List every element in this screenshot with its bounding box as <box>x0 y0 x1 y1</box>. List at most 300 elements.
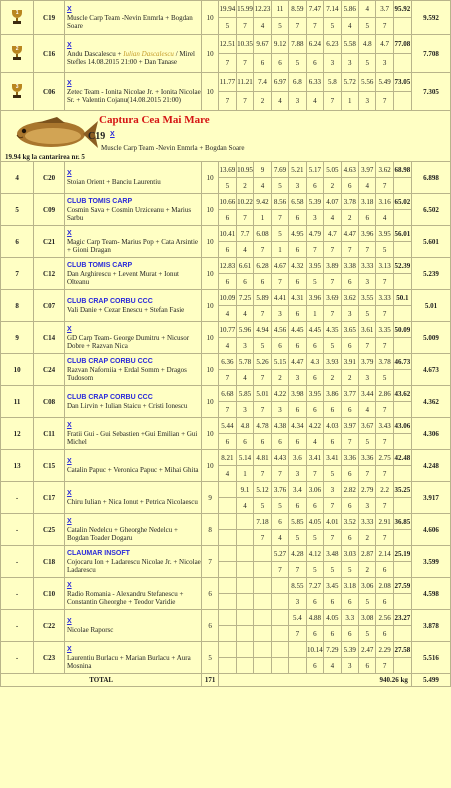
place-cell <box>1 35 34 73</box>
place-cell: - <box>1 514 34 546</box>
point-value: 4 <box>306 434 323 450</box>
team-row <box>1 546 451 578</box>
weight-value: 4.38 <box>271 418 288 434</box>
point-value: 4 <box>219 306 236 322</box>
rank-total: 5.239 <box>411 258 450 290</box>
rank-total: 9.592 <box>411 1 450 35</box>
point-value: 7 <box>324 242 341 258</box>
weight-value: 3.62 <box>376 162 393 178</box>
team-x-link[interactable]: X <box>66 41 72 49</box>
point-value: 4 <box>219 466 236 482</box>
places-count: 7 <box>202 546 219 578</box>
weight-value: 27.58 <box>394 645 411 654</box>
score-grid <box>219 162 411 193</box>
point-value: 6 <box>376 594 393 610</box>
podium-row <box>1 1 451 35</box>
rank-total: 5.601 <box>411 226 450 258</box>
weight-value: 3.06 <box>359 578 376 594</box>
club-link[interactable]: CLUB CRAP CORBU CCC <box>66 297 153 305</box>
weights-row <box>219 386 411 402</box>
point-value: 3 <box>341 54 358 73</box>
station-cell: C20 <box>34 162 65 194</box>
weight-value: 7.4 <box>254 73 271 92</box>
points-row <box>219 178 411 194</box>
rank-total: 3.917 <box>411 482 450 514</box>
team-name: Laurentiu Burlacu + Marian Burlacu + Aura Mosnina <box>66 653 191 670</box>
point-value: 7 <box>324 306 341 322</box>
station-cell: C11 <box>34 418 65 450</box>
point-value <box>236 562 253 578</box>
point-value: 4 <box>376 210 393 226</box>
club-link[interactable]: CLUB TOMIS CARP <box>66 261 133 269</box>
total-label: TOTAL <box>1 674 202 687</box>
weight-value: 3.45 <box>324 578 341 594</box>
weight-value: 4.03 <box>324 418 341 434</box>
weight-value: 4.47 <box>341 226 358 242</box>
trophy-icon <box>10 45 24 61</box>
team-cell <box>64 578 201 610</box>
big-fish-title: Captura Cea Mai Mare <box>99 114 210 126</box>
team-cell <box>64 386 201 418</box>
score-grid <box>219 482 411 513</box>
weight-value: 3.96 <box>306 290 323 306</box>
place-cell <box>1 1 34 35</box>
weight-value: 7.27 <box>306 578 323 594</box>
point-value: 6 <box>341 274 358 290</box>
point-value: 5 <box>306 562 323 578</box>
team-name: Dan Lirvin + Iulian Staicu + Cristi Ionescu <box>66 401 188 410</box>
point-value: 4 <box>254 178 271 194</box>
team-row <box>1 354 451 386</box>
weight-value: 11.21 <box>236 73 253 92</box>
weight-value: 9.1 <box>236 482 253 498</box>
trophy-place: 2 <box>15 45 19 52</box>
point-value: 3 <box>271 306 288 322</box>
point-value: 7 <box>376 466 393 482</box>
point-value <box>393 530 410 546</box>
weight-value: 3.08 <box>359 610 376 626</box>
point-value: 7 <box>271 210 288 226</box>
weight-value: 6.36 <box>219 354 236 370</box>
weight-value: 8.59 <box>289 1 306 18</box>
weight-value: 4.32 <box>289 258 306 274</box>
weight-value: 7.14 <box>324 1 341 18</box>
weight-value: 3.38 <box>341 258 358 274</box>
weight-value: 13.69 <box>219 162 236 178</box>
weight-value: 4.41 <box>271 290 288 306</box>
point-value <box>393 626 410 642</box>
point-value: 6 <box>254 434 271 450</box>
weights-row <box>219 514 411 530</box>
team-cell <box>64 418 201 450</box>
score-cell <box>218 418 411 450</box>
point-value: 5 <box>271 498 288 514</box>
team-row <box>1 418 451 450</box>
team-x-link[interactable]: X <box>66 457 72 465</box>
score-cell <box>218 610 411 642</box>
point-value: 7 <box>341 242 358 258</box>
big-fish-section <box>0 111 451 161</box>
weights-row <box>219 610 411 626</box>
point-value <box>219 498 236 514</box>
team-row <box>1 610 451 642</box>
total-row <box>1 674 451 687</box>
score-grid <box>219 514 411 545</box>
weights-row <box>219 194 411 210</box>
weight-value: 2.79 <box>359 482 376 498</box>
weight-value <box>219 610 236 626</box>
weight-value: 6.8 <box>289 73 306 92</box>
team-name: Muscle Carp Team -Nevin Enmrla + Bogdan Soare <box>66 13 193 30</box>
big-fish-x-link[interactable]: X <box>110 131 115 138</box>
points-row <box>219 274 411 290</box>
point-value: 6 <box>289 402 306 418</box>
weight-value <box>254 610 271 626</box>
point-value: 6 <box>306 370 323 386</box>
point-value <box>219 626 236 642</box>
rank-total: 6.502 <box>411 194 450 226</box>
point-value: 5 <box>289 54 306 73</box>
places-count: 10 <box>202 258 219 290</box>
score-cell <box>218 162 411 194</box>
weight-value: 3.97 <box>359 162 376 178</box>
weight-value: 2.91 <box>376 514 393 530</box>
rank-total: 5.516 <box>411 642 450 674</box>
weight-value: 2.56 <box>376 610 393 626</box>
weight-value: 3.43 <box>376 418 393 434</box>
places-count: 10 <box>202 418 219 450</box>
weight-value: 5.78 <box>236 354 253 370</box>
weight-value: 4.88 <box>306 610 323 626</box>
team-x-link[interactable]: X <box>66 617 72 625</box>
team-x-link[interactable]: X <box>66 421 72 429</box>
points-row <box>219 338 411 354</box>
point-value: 7 <box>376 92 393 111</box>
weight-value: 3.18 <box>341 578 358 594</box>
point-value: 7 <box>376 530 393 546</box>
weight-value: 9 <box>254 162 271 178</box>
team-cell <box>64 73 201 111</box>
point-value: 6 <box>219 274 236 290</box>
team-x-link[interactable]: X <box>66 517 72 525</box>
weight-value: 3.03 <box>341 546 358 562</box>
points-row <box>219 242 411 258</box>
point-value: 6 <box>324 594 341 610</box>
team-x-link[interactable]: X <box>66 581 72 589</box>
weight-value: 3.93 <box>324 354 341 370</box>
station-cell: C07 <box>34 290 65 322</box>
point-value: 5 <box>271 18 288 35</box>
places-count: 10 <box>202 194 219 226</box>
score-cell <box>218 194 411 226</box>
weight-value: 3.4 <box>289 482 306 498</box>
team-x-link[interactable]: X <box>66 169 72 177</box>
team-cell <box>64 1 201 35</box>
score-grid <box>219 546 411 577</box>
team-x-link[interactable]: X <box>66 229 72 237</box>
weights-row <box>219 578 411 594</box>
point-value: 7 <box>376 498 393 514</box>
point-value: 7 <box>341 434 358 450</box>
score-cell <box>218 514 411 546</box>
weight-value <box>236 546 253 562</box>
club-link[interactable]: CLUB CRAP CORBU CCC <box>66 393 153 401</box>
point-value: 2 <box>359 530 376 546</box>
place-cell: 4 <box>1 162 34 194</box>
place-cell: - <box>1 482 34 514</box>
weight-value: 3.97 <box>341 418 358 434</box>
weight-value: 19.94 <box>219 1 236 18</box>
point-value: 7 <box>289 18 306 35</box>
places-count: 10 <box>202 73 219 111</box>
score-cell <box>218 386 411 418</box>
points-row <box>219 658 411 674</box>
weight-value: 4.34 <box>289 418 306 434</box>
weight-value <box>271 610 288 626</box>
weight-value: 9.12 <box>271 35 288 54</box>
weight-value: 43.62 <box>394 389 411 398</box>
point-value: 6 <box>376 626 393 642</box>
place-cell: 5 <box>1 194 34 226</box>
point-value <box>271 658 288 674</box>
place-cell: - <box>1 546 34 578</box>
weight-value: 4.8 <box>359 35 376 54</box>
rank-total: 6.898 <box>411 162 450 194</box>
point-value: 4 <box>341 18 358 35</box>
point-value: 3 <box>341 658 358 674</box>
weight-value: 3.69 <box>324 290 341 306</box>
weight-value: 7.29 <box>324 642 341 658</box>
team-row <box>1 386 451 418</box>
weight-value: 2.82 <box>341 482 358 498</box>
point-value: 6 <box>289 498 306 514</box>
point-value: 7 <box>306 466 323 482</box>
weight-value <box>236 610 253 626</box>
point-value: 6 <box>341 402 358 418</box>
point-value: 5 <box>376 370 393 386</box>
point-value: 6 <box>306 626 323 642</box>
point-value: 5 <box>359 306 376 322</box>
point-value: 7 <box>376 402 393 418</box>
team-name: Chiru Iulian + Nica Ionut + Petrica Nicolaescu <box>66 497 198 506</box>
team-x-link[interactable]: X <box>66 79 72 87</box>
weight-value: 7.47 <box>306 1 323 18</box>
weight-value: 4.35 <box>324 322 341 338</box>
point-value: 5 <box>306 530 323 546</box>
weight-value <box>254 578 271 594</box>
point-value: 2 <box>271 370 288 386</box>
weight-value: 4.22 <box>271 386 288 402</box>
weight-value: 3.61 <box>359 322 376 338</box>
team-cell <box>64 290 201 322</box>
point-value <box>393 498 410 514</box>
point-value: 1 <box>341 92 358 111</box>
weight-value: 4.56 <box>271 322 288 338</box>
weights-row <box>219 162 411 178</box>
weights-row <box>219 642 411 658</box>
place-cell: 8 <box>1 290 34 322</box>
point-value: 3 <box>289 178 306 194</box>
weight-value: 10.09 <box>219 290 236 306</box>
point-value: 5 <box>324 338 341 354</box>
weight-value: 25.19 <box>394 549 411 558</box>
weights-row <box>219 258 411 274</box>
team-cell <box>64 226 201 258</box>
weight-value: 4 <box>359 1 376 18</box>
team-x-link[interactable]: X <box>66 325 72 333</box>
point-value: 7 <box>324 530 341 546</box>
point-value: 6 <box>271 434 288 450</box>
weight-value: 12.83 <box>219 258 236 274</box>
rank-total: 7.708 <box>411 35 450 73</box>
rank-total: 4.248 <box>411 450 450 482</box>
weight-value: 5.15 <box>271 354 288 370</box>
station-cell: C10 <box>34 578 65 610</box>
point-value: 6 <box>341 338 358 354</box>
point-value: 3 <box>341 306 358 322</box>
point-value: 4 <box>219 338 236 354</box>
weight-value: 3.6 <box>289 450 306 466</box>
weight-value: 6.61 <box>236 258 253 274</box>
team-name: Razvan Naforniia + Erdal Somm + Dragos Tudosom <box>66 365 187 382</box>
point-value: 4 <box>236 242 253 258</box>
point-value: 3 <box>306 210 323 226</box>
club-link[interactable]: CLAUMAR INSOFT <box>66 549 130 557</box>
score-grid <box>219 1 411 34</box>
weight-value: 68.98 <box>394 165 411 174</box>
places-count: 10 <box>202 35 219 73</box>
weight-value: 3.33 <box>376 290 393 306</box>
weight-value: 2.14 <box>376 546 393 562</box>
point-value: 6 <box>341 530 358 546</box>
point-value: 7 <box>254 402 271 418</box>
weight-value <box>219 546 236 562</box>
weight-value: 6.23 <box>324 35 341 54</box>
point-value: 1 <box>271 242 288 258</box>
point-value: 7 <box>236 210 253 226</box>
place-cell: 7 <box>1 258 34 290</box>
rank-total: 4.606 <box>411 514 450 546</box>
weight-value <box>236 642 253 658</box>
point-value <box>393 562 410 578</box>
point-value: 6 <box>289 242 306 258</box>
weight-value: 4.47 <box>289 354 306 370</box>
place-cell: 11 <box>1 386 34 418</box>
point-value: 2 <box>324 178 341 194</box>
station-cell: C17 <box>34 482 65 514</box>
weight-value: 65.02 <box>394 197 411 206</box>
team-name: Zetec Team - Ionita Nicolae Jr. + Ionita Nicolae Sr. + Valentin Cojanu(14.08.2015 21:00) <box>66 87 201 104</box>
team-row <box>1 194 451 226</box>
point-value: 5 <box>306 274 323 290</box>
weight-value: 3.41 <box>306 450 323 466</box>
score-cell <box>218 73 411 111</box>
point-value: 7 <box>254 306 271 322</box>
weight-value: 6 <box>271 514 288 530</box>
point-value: 6 <box>271 54 288 73</box>
weight-value: 6.24 <box>306 35 323 54</box>
rank-total: 3.599 <box>411 546 450 578</box>
team-x-link[interactable]: X <box>66 645 72 653</box>
weight-value: 46.73 <box>394 357 411 366</box>
score-cell <box>218 546 411 578</box>
score-grid <box>219 194 411 225</box>
station-cell: C09 <box>34 194 65 226</box>
place-cell: - <box>1 578 34 610</box>
point-value: 7 <box>254 370 271 386</box>
weight-value: 4.95 <box>289 226 306 242</box>
team-x-link[interactable]: X <box>66 5 72 13</box>
club-link[interactable]: CLUB CRAP CORBU CCC <box>66 357 153 365</box>
rank-total: 4.362 <box>411 386 450 418</box>
score-grid <box>219 226 411 257</box>
weight-value: 3.86 <box>324 386 341 402</box>
point-value: 7 <box>376 658 393 674</box>
weight-value: 3.36 <box>359 450 376 466</box>
point-value: 7 <box>306 242 323 258</box>
weights-row <box>219 450 411 466</box>
point-value: 2 <box>341 210 358 226</box>
weight-value: 3.55 <box>359 290 376 306</box>
weight-value: 5.89 <box>254 290 271 306</box>
point-value: 6 <box>271 338 288 354</box>
places-count: 10 <box>202 354 219 386</box>
weight-value <box>219 514 236 530</box>
point-value <box>254 658 271 674</box>
station-cell: C08 <box>34 386 65 418</box>
weight-value: 4.07 <box>324 194 341 210</box>
weight-value: 5.44 <box>219 418 236 434</box>
places-count: 10 <box>202 290 219 322</box>
point-value <box>236 626 253 642</box>
team-row <box>1 450 451 482</box>
weight-value: 5.4 <box>289 610 306 626</box>
weight-value: 7.69 <box>271 162 288 178</box>
weight-value <box>219 642 236 658</box>
weight-value: 5.39 <box>341 642 358 658</box>
weight-value <box>236 578 253 594</box>
team-name: Catalin Papuc + Veronica Papuc + Mihai Ghita <box>66 465 199 474</box>
score-grid <box>219 35 411 72</box>
podium-table <box>0 0 451 111</box>
weight-value: 5.39 <box>306 194 323 210</box>
team-name: Stoian Orient + Banciu Laurentiu <box>66 177 161 186</box>
weights-row <box>219 226 411 242</box>
point-value: 6 <box>306 338 323 354</box>
weight-value: 7.25 <box>236 290 253 306</box>
point-value: 7 <box>359 242 376 258</box>
weight-value: 5.86 <box>341 1 358 18</box>
team-row <box>1 482 451 514</box>
point-value: 6 <box>289 434 306 450</box>
station-cell: C14 <box>34 322 65 354</box>
point-value: 7 <box>219 92 236 111</box>
point-value: 6 <box>359 210 376 226</box>
point-value: 3 <box>236 338 253 354</box>
points-row <box>219 18 411 35</box>
point-value <box>271 626 288 642</box>
club-link[interactable]: CLUB TOMIS CARP <box>66 197 133 205</box>
point-value: 2 <box>359 562 376 578</box>
weight-value: 4.94 <box>254 322 271 338</box>
team-x-link[interactable]: X <box>66 489 72 497</box>
point-value: 2 <box>341 370 358 386</box>
weight-value: 12.23 <box>254 1 271 18</box>
places-count: 10 <box>202 386 219 418</box>
weights-row <box>219 290 411 306</box>
team-name: Dan Arghirescu + Levent Murat + Ionut Olteanu <box>66 269 179 286</box>
weight-value <box>254 546 271 562</box>
